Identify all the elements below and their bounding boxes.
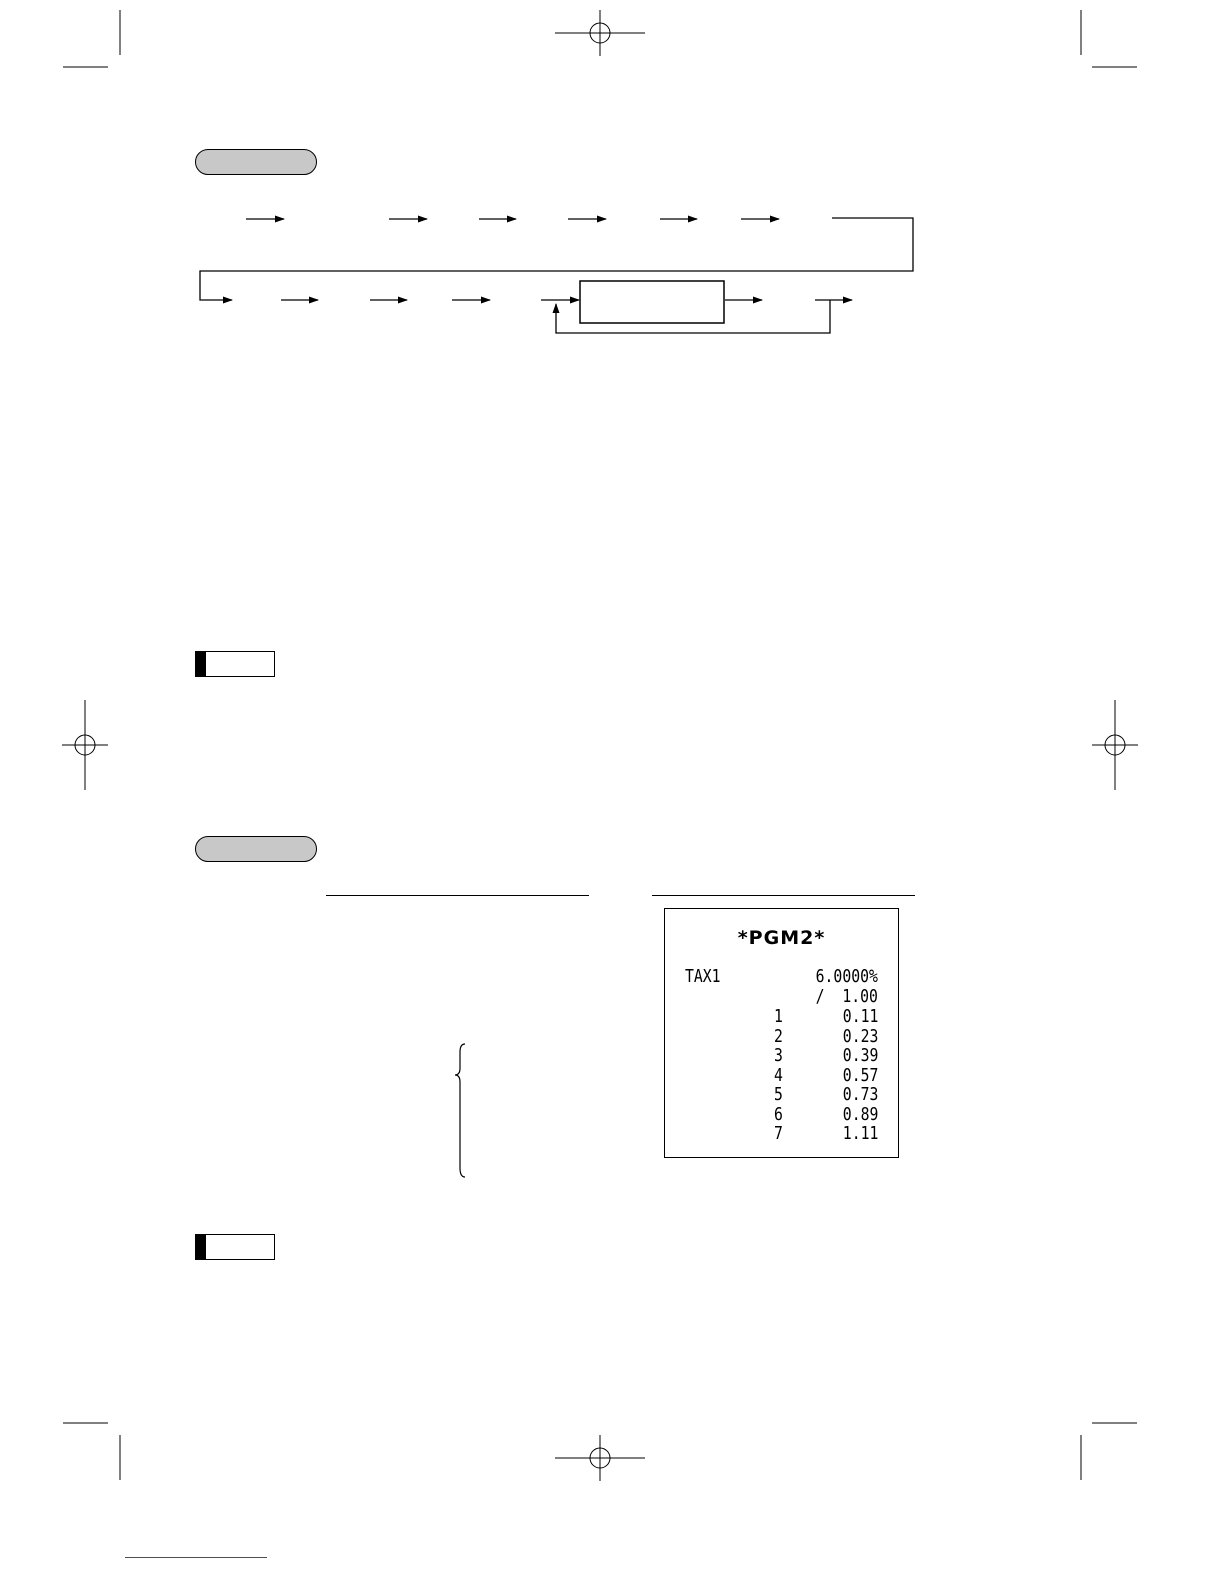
receipt-row-index: 6: [774, 1103, 783, 1125]
receipt-row-amount: 0.57: [842, 1064, 878, 1086]
receipt-row-amount: 0.89: [842, 1103, 878, 1125]
receipt-row-amount: 1.11: [842, 1123, 878, 1144]
receipt-tax-label: TAX1: [685, 966, 721, 987]
receipt-row-index: 2: [774, 1025, 783, 1047]
receipt-row-amount: 0.11: [842, 1006, 878, 1027]
link-underline[interactable]: [125, 1557, 267, 1558]
receipt-tax-rate: 6.0000%: [815, 966, 878, 987]
receipt-row-amount: 0.39: [842, 1045, 878, 1066]
receipt-row-index: 5: [774, 1084, 783, 1105]
receipt-row-amount: 0.73: [842, 1084, 878, 1105]
receipt-row-index: 1: [774, 1006, 783, 1027]
receipt-title: *PGM2*: [737, 927, 826, 949]
receipt-divisor: / 1.00: [815, 986, 878, 1007]
receipt-row-index: 4: [774, 1064, 783, 1086]
receipt-row-index: 3: [774, 1045, 783, 1066]
receipt-row-amount: 0.23: [842, 1025, 878, 1047]
receipt-row-index: 7: [774, 1123, 783, 1144]
receipt-print: [664, 908, 899, 1158]
